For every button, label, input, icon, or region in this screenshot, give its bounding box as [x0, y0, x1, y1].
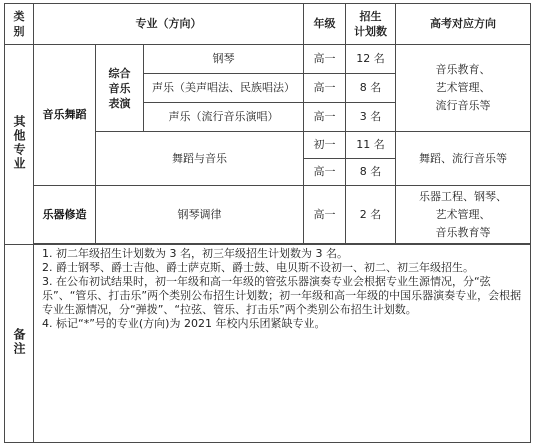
remarks-content	[34, 245, 531, 443]
plan-cell: 11 名	[346, 132, 396, 159]
header-row	[5, 4, 531, 45]
instrument-label: 乐器修造	[34, 186, 96, 244]
major-name: 声乐（流行音乐演唱）	[144, 103, 304, 132]
major-name: 声乐（美声唱法、民族唱法）	[144, 74, 304, 103]
plan-cell: 12 名	[346, 45, 396, 74]
remark-item: 4. 标记“*”号的专业(方向)为 2021 年校内乐团紧缺专业。	[42, 317, 326, 330]
comprehensive-performance-label: 综合 音乐 表演	[96, 45, 144, 132]
header-grade: 年级	[304, 4, 346, 45]
remark-item: 3. 在公布初试结果时，初一年级和高一年级的管弦乐器演奏专业会根据专业生源情况，分“弦乐”、“管乐、打击乐”两个类别公布招生计划数；初一年级和高一年级的中国乐器演奏专业，会根据专业生源情况，分“弹拨”、“拉弦、管乐、打击乐”两个类别公布招生计划数。	[42, 275, 522, 316]
grade-cell: 高一	[304, 103, 346, 132]
music-dance-label: 音乐舞蹈	[34, 45, 96, 186]
remarks-label: 备注	[5, 245, 34, 443]
category-other-majors: 其他专业	[5, 45, 34, 245]
grade-cell: 初一	[304, 132, 346, 159]
table-row	[5, 186, 531, 244]
major-name: 钢琴调律	[96, 186, 304, 244]
major-name: 钢琴	[144, 45, 304, 74]
grade-cell: 高一	[304, 74, 346, 103]
grade-cell: 高一	[304, 45, 346, 74]
gaokao-direction-cell: 舞蹈、流行音乐等	[396, 132, 531, 186]
gaokao-direction-cell: 音乐教育、 艺术管理、 流行音乐等	[396, 45, 531, 132]
grade-cell: 高一	[304, 186, 346, 244]
admissions-table	[4, 3, 531, 443]
gaokao-direction-cell: 乐器工程、钢琴、 艺术管理、 音乐教育等	[396, 186, 531, 244]
remark-item: 1. 初二年级招生计划数为 3 名，初三年级招生计划数为 3 名。	[42, 247, 348, 260]
table-row	[5, 45, 531, 74]
plan-cell: 8 名	[346, 74, 396, 103]
major-name: 舞蹈与音乐	[96, 132, 304, 186]
header-plan: 招生 计划数	[346, 4, 396, 45]
plan-cell: 2 名	[346, 186, 396, 244]
remarks-row	[5, 245, 531, 443]
plan-cell: 3 名	[346, 103, 396, 132]
grade-cell: 高一	[304, 159, 346, 186]
header-gaokao: 高考对应方向	[396, 4, 531, 45]
header-major: 专业（方向）	[34, 4, 304, 45]
remark-item: 2. 爵士钢琴、爵士吉他、爵士萨克斯、爵士鼓、电贝斯不设初一、初二、初三年级招生。	[42, 261, 474, 274]
plan-cell: 8 名	[346, 159, 396, 186]
header-category: 类 别	[5, 4, 34, 45]
